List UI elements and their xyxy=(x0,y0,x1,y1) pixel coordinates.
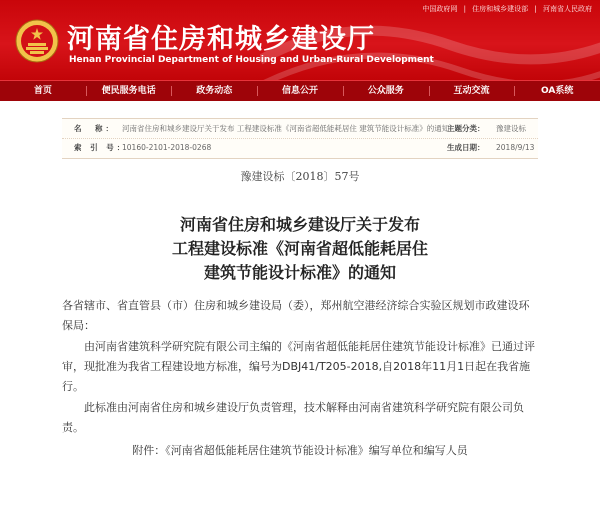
document-number: 豫建设标〔2018〕57号 xyxy=(240,170,360,183)
separator: | xyxy=(534,5,537,13)
date-value: 2018/9/13 xyxy=(496,143,535,152)
salutation: 各省辖市、省直管县（市）住房和城乡建设局（委），郑州航空港经济综合实验区规划市政建设环保局： xyxy=(62,299,530,332)
top-links xyxy=(422,4,592,14)
index-label: 索 引 号： xyxy=(74,143,128,152)
name-label: 名 称： xyxy=(74,124,116,133)
title-line: 工程建设标准《河南省超低能耗居住 xyxy=(171,239,428,258)
nav-item-oa-system[interactable]: OA系统 xyxy=(514,81,600,101)
nav-item-interaction[interactable]: 互动交流 xyxy=(429,81,515,101)
title-line: 河南省住房和城乡建设厅关于发布 xyxy=(179,215,420,234)
name-value: 河南省住房和城乡建设厅关于发布 工程建设标准《河南省超低能耗居住 建筑节能设计标准》的通知 xyxy=(122,124,450,133)
document-metadata xyxy=(62,118,538,159)
title-line: 建筑节能设计标准》的通知 xyxy=(203,263,396,282)
body-paragraph: 此标准由河南省住房和城乡建设厅负责管理，技术解释由河南省建筑科学研究院有限公司负责。 xyxy=(62,401,524,434)
top-link-province[interactable]: 河南省人民政府 xyxy=(543,5,592,13)
nav-item-public-service[interactable]: 公众服务 xyxy=(343,81,429,101)
meta-row xyxy=(62,138,538,157)
separator: | xyxy=(463,5,466,13)
top-link-ministry[interactable]: 住房和城乡建设部 xyxy=(472,5,529,13)
main-nav xyxy=(0,80,600,101)
topic-label: 主题分类： xyxy=(447,124,485,133)
nav-item-info-disclosure[interactable]: 信息公开 xyxy=(257,81,343,101)
attachment-link[interactable]: 附件：《河南省超低能耗居住建筑节能设计标准》编写单位和编写人员 xyxy=(132,444,468,457)
document-title xyxy=(0,213,600,285)
site-header xyxy=(0,0,600,80)
national-emblem-icon xyxy=(15,19,59,63)
date-label: 生成日期： xyxy=(447,143,485,152)
nav-item-service-phone[interactable]: 便民服务电话 xyxy=(86,81,172,101)
meta-row xyxy=(62,119,538,139)
nav-item-home[interactable]: 首页 xyxy=(33,86,52,96)
site-subtitle: Henan Provincial Department of Housing and Urban-Rural Development xyxy=(69,55,434,65)
nav-item-government-news[interactable]: 政务动态 xyxy=(171,81,257,101)
index-value: 10160-2101-2018-0268 xyxy=(122,143,212,152)
site-title: 河南省住房和城乡建设厅 xyxy=(67,24,375,55)
top-link-gov[interactable]: 中国政府网 xyxy=(422,5,458,13)
body-paragraph: 由河南省建筑科学研究院有限公司主编的《河南省超低能耗居住建筑节能设计标准》已通过评审，现批准为我省工程建设地方标准，编号为DBJ41/T205-2018,自2018年11月1日起在我省施行。 xyxy=(62,340,535,393)
topic-value: 豫建设标 xyxy=(496,124,526,133)
